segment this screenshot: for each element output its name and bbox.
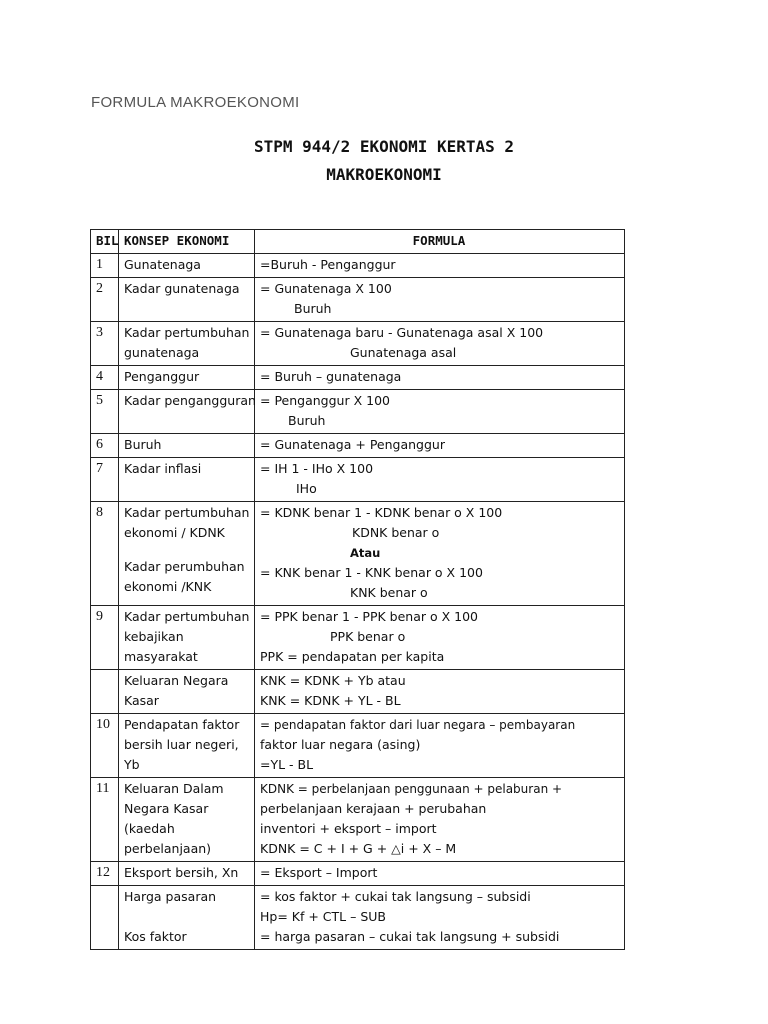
table-row <box>91 886 625 950</box>
table-row <box>91 502 625 606</box>
cell-konsep <box>119 862 255 886</box>
formula-numerator: = Penganggur X 100 <box>260 393 390 408</box>
title-line-1: STPM 944/2 EKONOMI KERTAS 2 <box>253 137 515 156</box>
konsep-line: masyarakat <box>124 649 198 664</box>
konsep-line: Kadar perumbuhan <box>124 559 245 574</box>
formula-line: Hp= Kf + CTL – SUB <box>260 909 386 924</box>
title-line-2: MAKROEKONOMI <box>326 165 442 184</box>
konsep-line: Eksport bersih, Xn <box>124 865 239 880</box>
cell-formula <box>255 862 625 886</box>
formula-line: KNK = KDNK + YL - BL <box>260 693 401 708</box>
formula-line: =YL - BL <box>260 757 314 772</box>
konsep-line: (kaedah <box>124 821 175 836</box>
formula-numerator: = IH 1 - IHo X 100 <box>260 461 374 476</box>
konsep-line: Penganggur <box>124 369 200 384</box>
konsep-line: Keluaran Dalam <box>124 781 224 796</box>
table-row <box>91 458 625 502</box>
cell-formula <box>255 254 625 278</box>
konsep-line: Yb <box>124 757 140 772</box>
konsep-line: Pendapatan faktor <box>124 717 240 732</box>
formula-line: KDNK = C + I + G + △i + X – M <box>260 841 457 856</box>
cell-konsep <box>119 886 255 950</box>
cell-konsep <box>119 670 255 714</box>
formula-atau-label: Atau <box>350 546 381 560</box>
cell-konsep <box>119 502 255 606</box>
konsep-line: kebajikan <box>124 629 184 644</box>
formula-denominator: KDNK benar o <box>352 525 440 540</box>
cell-bil: 2 <box>91 278 119 322</box>
table-row <box>91 714 625 778</box>
cell-formula <box>255 502 625 606</box>
cell-formula <box>255 714 625 778</box>
cell-bil: 4 <box>91 366 119 390</box>
konsep-line: Keluaran Negara <box>124 673 229 688</box>
formula-line: = Buruh – gunatenaga <box>260 369 402 384</box>
formula-line: perbelanjaan kerajaan + perubahan <box>260 801 487 816</box>
cell-formula <box>255 778 625 862</box>
formula-line: =Buruh - Penganggur <box>260 257 396 272</box>
cell-bil: 6 <box>91 434 119 458</box>
formula-line: = harga pasaran – cukai tak langsung + subsidi <box>260 929 560 944</box>
table-row <box>91 778 625 862</box>
konsep-line: Kadar pertumbuhan <box>124 325 250 340</box>
formula-denominator: IHo <box>296 481 317 496</box>
table-row <box>91 278 625 322</box>
cell-bil <box>91 670 119 714</box>
cell-konsep <box>119 254 255 278</box>
table-row <box>91 254 625 278</box>
formula-line: KNK = KDNK + Yb atau <box>260 673 406 688</box>
formula-numerator: = KNK benar 1 - KNK benar o X 100 <box>260 565 483 580</box>
header-bil: BIL <box>91 230 119 254</box>
konsep-line: perbelanjaan) <box>124 841 212 856</box>
page-header: FORMULA MAKROEKONOMI <box>91 94 300 111</box>
konsep-line: Harga pasaran <box>124 889 217 904</box>
cell-konsep <box>119 278 255 322</box>
header-formula: FORMULA <box>255 230 625 254</box>
formula-denominator: Buruh <box>288 413 326 428</box>
header-konsep: KONSEP EKONOMI <box>119 230 255 254</box>
konsep-line: Kadar inflasi <box>124 461 202 476</box>
document-title <box>0 133 768 189</box>
formula-note: PPK = pendapatan per kapita <box>260 649 445 664</box>
cell-bil: 8 <box>91 502 119 606</box>
konsep-line: bersih luar negeri, <box>124 737 239 752</box>
spacer <box>124 907 248 927</box>
cell-formula <box>255 458 625 502</box>
konsep-line: Kadar pertumbuhan <box>124 505 250 520</box>
cell-formula <box>255 434 625 458</box>
formula-denominator: Gunatenaga asal <box>350 345 457 360</box>
table-row <box>91 322 625 366</box>
konsep-line: Gunatenaga <box>124 257 201 272</box>
table-header-row <box>91 230 625 254</box>
formula-line: = Gunatenaga + Penganggur <box>260 437 445 452</box>
cell-konsep <box>119 390 255 434</box>
cell-konsep <box>119 606 255 670</box>
cell-konsep <box>119 778 255 862</box>
formula-numerator: = PPK benar 1 - PPK benar o X 100 <box>260 609 479 624</box>
table-row <box>91 862 625 886</box>
formula-numerator: = KDNK benar 1 - KDNK benar o X 100 <box>260 505 503 520</box>
konsep-line: Kasar <box>124 693 159 708</box>
konsep-line: Kadar gunatenaga <box>124 281 240 296</box>
formula-table <box>90 229 625 950</box>
konsep-line: Kos faktor <box>124 929 187 944</box>
cell-formula <box>255 278 625 322</box>
formula-line: faktor luar negara (asing) <box>260 737 421 752</box>
table-row <box>91 434 625 458</box>
cell-formula <box>255 670 625 714</box>
formula-line: = pendapatan faktor dari luar negara – pembayaran <box>260 718 576 732</box>
konsep-line: ekonomi /KNK <box>124 579 212 594</box>
cell-konsep <box>119 366 255 390</box>
cell-formula <box>255 886 625 950</box>
formula-denominator: KNK benar o <box>350 585 428 600</box>
spacer <box>124 543 248 557</box>
cell-bil: 7 <box>91 458 119 502</box>
formula-numerator: = Gunatenaga baru - Gunatenaga asal X 100 <box>260 325 544 340</box>
formula-line: KDNK = perbelanjaan penggunaan + pelaburan + <box>260 782 563 796</box>
cell-bil: 5 <box>91 390 119 434</box>
cell-bil: 10 <box>91 714 119 778</box>
konsep-line: Negara Kasar <box>124 801 209 816</box>
table-row <box>91 366 625 390</box>
table-row <box>91 606 625 670</box>
cell-bil: 12 <box>91 862 119 886</box>
cell-formula <box>255 322 625 366</box>
cell-bil <box>91 886 119 950</box>
cell-formula <box>255 390 625 434</box>
cell-formula <box>255 606 625 670</box>
konsep-line: Kadar pertumbuhan <box>124 609 250 624</box>
cell-bil: 3 <box>91 322 119 366</box>
cell-konsep <box>119 434 255 458</box>
formula-line: = kos faktor + cukai tak langsung – subsidi <box>260 889 531 904</box>
cell-bil: 1 <box>91 254 119 278</box>
cell-konsep <box>119 322 255 366</box>
cell-konsep <box>119 714 255 778</box>
cell-konsep <box>119 458 255 502</box>
cell-bil: 9 <box>91 606 119 670</box>
konsep-line: gunatenaga <box>124 345 200 360</box>
konsep-line: Kadar pengangguran <box>124 393 256 408</box>
table-row <box>91 670 625 714</box>
table-row <box>91 390 625 434</box>
formula-line: inventori + eksport – import <box>260 821 437 836</box>
formula-denominator: PPK benar o <box>330 629 406 644</box>
formula-line: = Eksport – Import <box>260 865 378 880</box>
konsep-line: Buruh <box>124 437 162 452</box>
formula-numerator: = Gunatenaga X 100 <box>260 281 392 296</box>
formula-denominator: Buruh <box>294 301 332 316</box>
konsep-line: ekonomi / KDNK <box>124 525 225 540</box>
cell-formula <box>255 366 625 390</box>
cell-bil: 11 <box>91 778 119 862</box>
